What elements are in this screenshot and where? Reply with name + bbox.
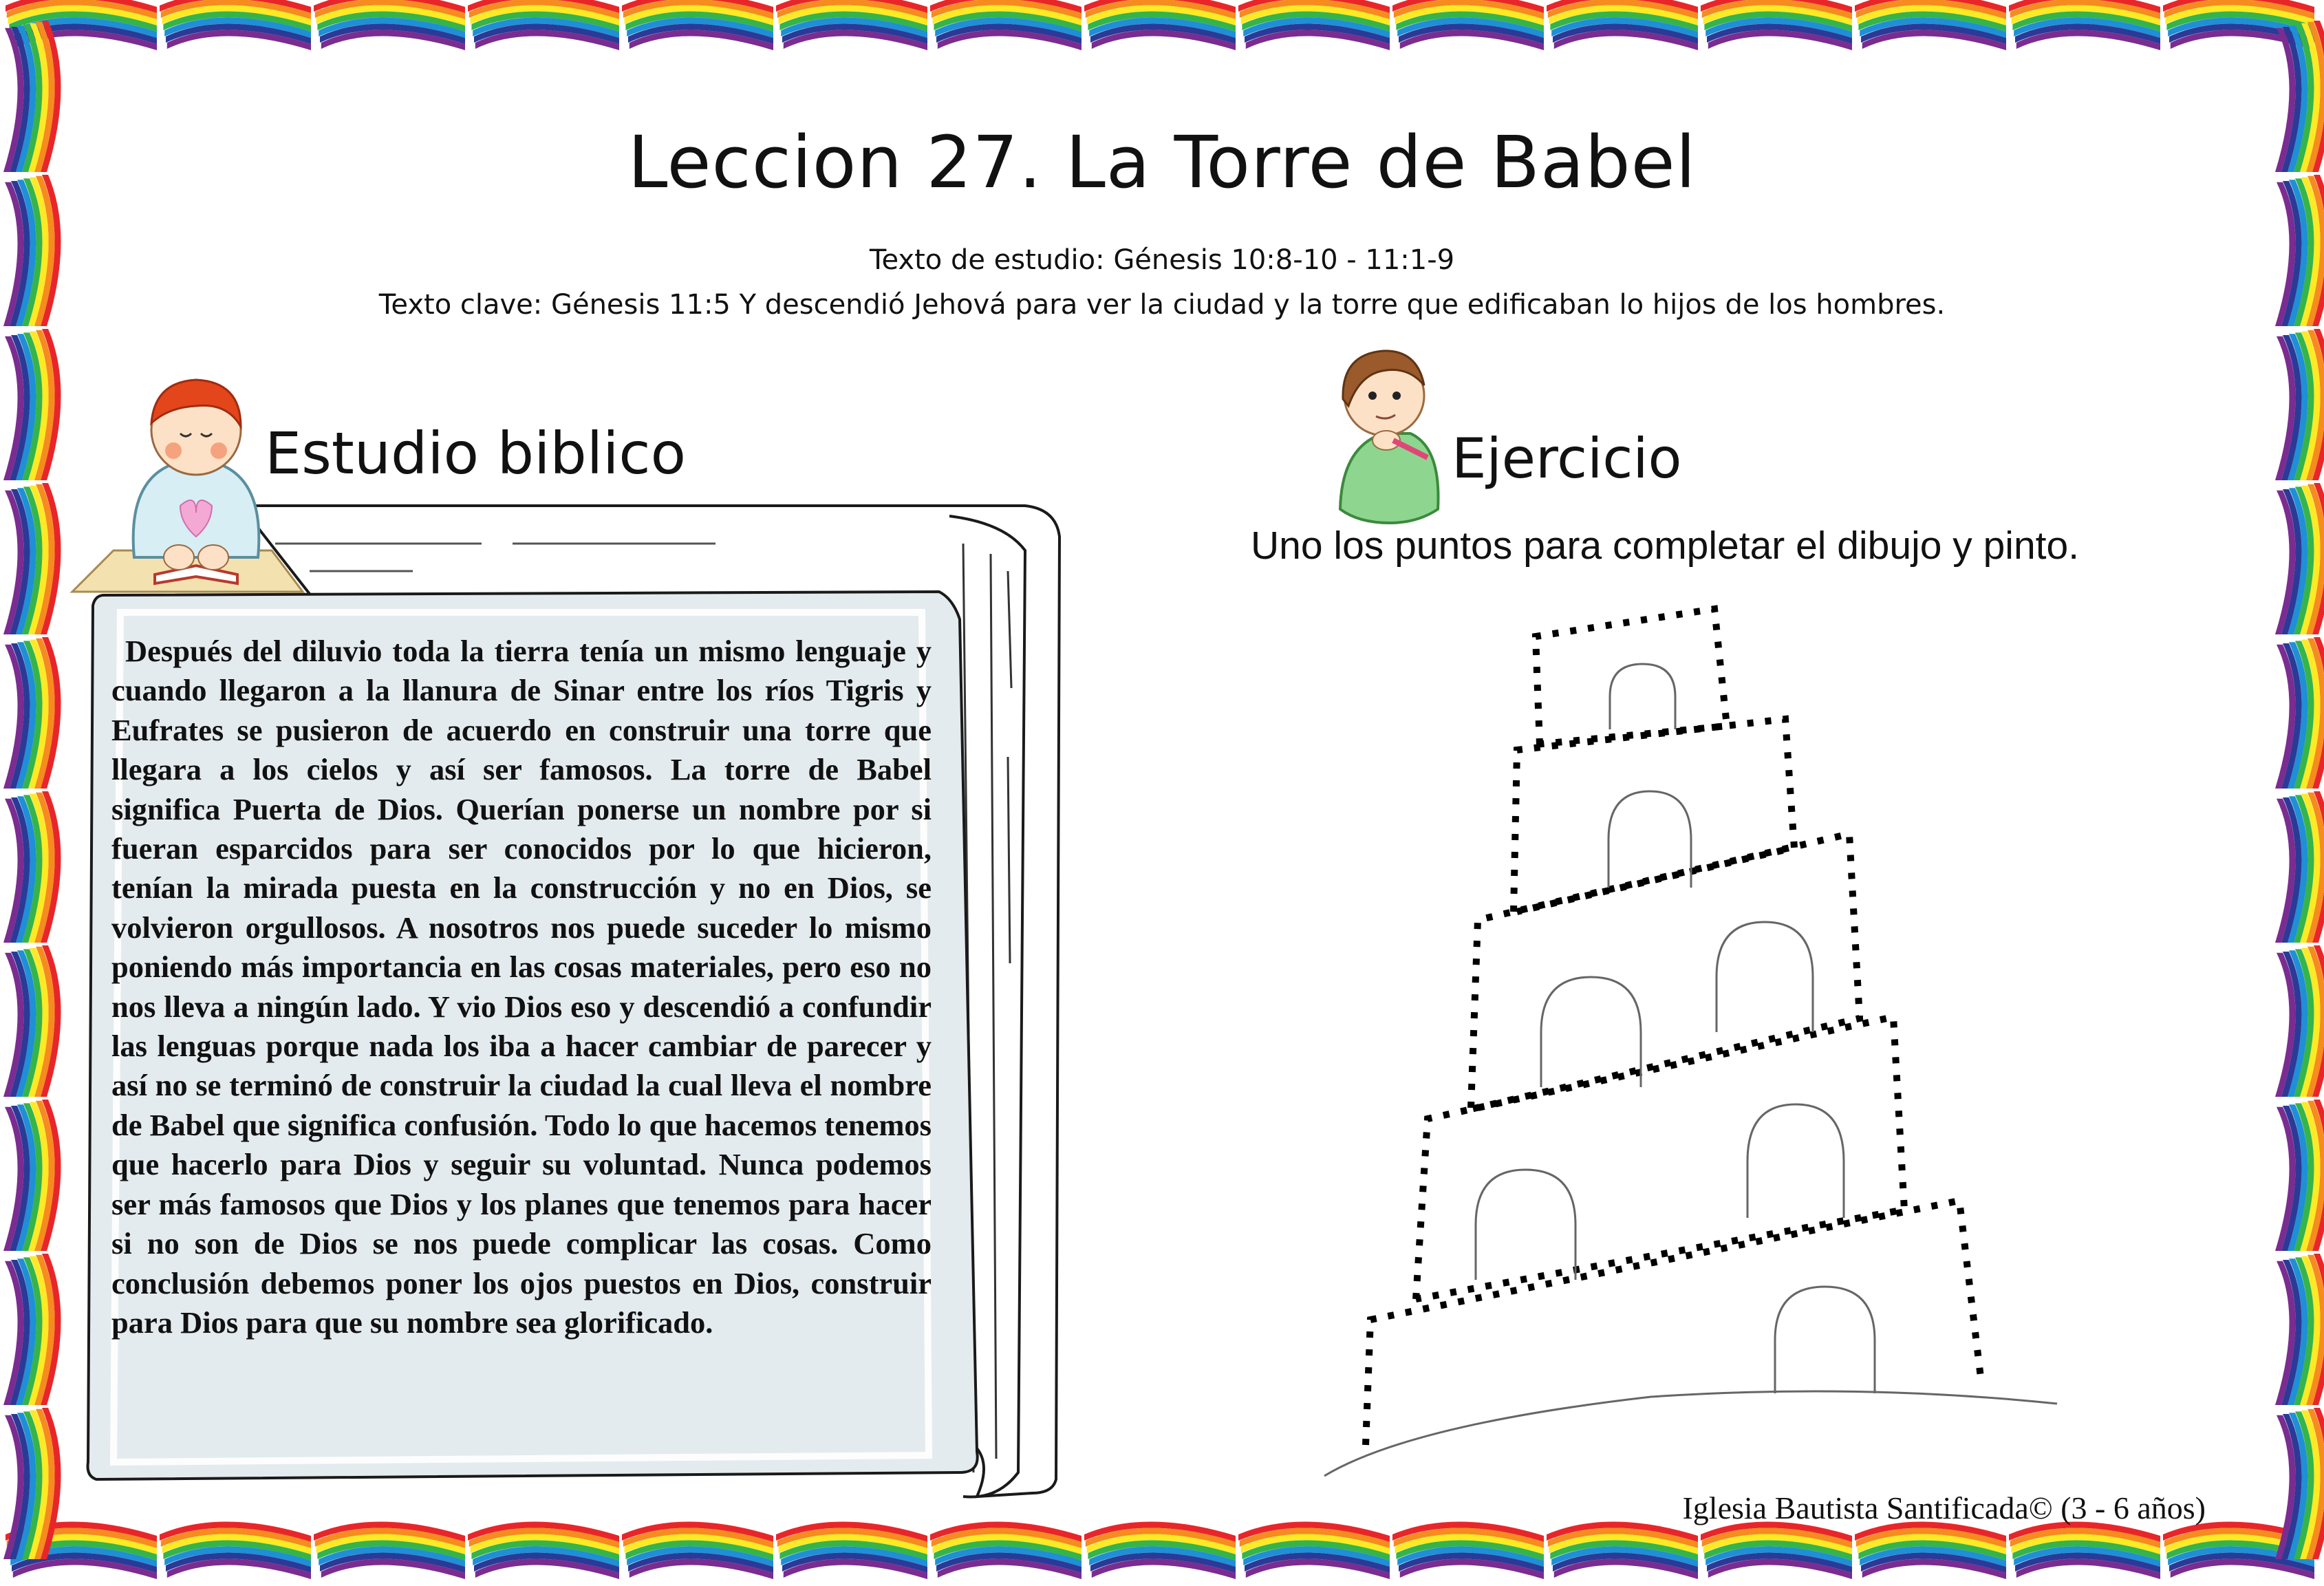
exercise-heading: Ejercicio [1452, 427, 1682, 491]
tower-arch [1747, 1104, 1844, 1218]
tower-arch [1610, 664, 1675, 729]
study-heading: Estudio biblico [265, 420, 686, 487]
lesson-title: Leccion 27. La Torre de Babel [627, 120, 1697, 204]
tower-tier-4 [1416, 1017, 1904, 1299]
ground-line [1324, 1391, 2057, 1476]
study-text-reference: Texto de estudio: Génesis 10:8-10 - 11:1-9 [869, 244, 1455, 276]
tower-arch [1717, 922, 1813, 1032]
tower-tier-3 [1471, 834, 1860, 1109]
lesson-body-text: Después del diluvio toda la tierra tenía un mismo lenguaje y cuando llegaron a la llanura de Sinar entre los ríos Tigris y Eufrates se pusieron de acuerdo en construir una torre que llegara a los cielos y así ser famosos. La torre de Babel significa Puerta de Dios. Querían ponerse un nombre por si fueran esparcidos para ser conocidos por lo que hicieron, tenían la mirada puesta en la construcción y no en Dios, se volvieron orgullosos. A nosotros nos puede suceder lo mismo poniendo más importancia en las cosas materiales, pero eso no nos lleva a ningún lado. Y vio Dios eso y descendió a confundir las lenguas porque nada los iba a hacer cambiar de parecer y así no se terminó de construir la ciudad la cual lleva el nombre de Babel que significa confusión. Todo lo que hacemos tenemos que hacerlo para Dios y seguir su voluntad. Nunca podemos ser más famosos que Dios y los planes que tenemos para hacer si no son de Dios se nos puede complicar las cosas. Como conclusión debemos poner los ojos puestos en Dios, construir para Dios para que su nombre sea glorificado. [111, 634, 932, 1340]
tower-tier-5 [1366, 1201, 1981, 1445]
tower-arch [1476, 1170, 1575, 1280]
exercise-instruction: Uno los puntos para completar el dibujo y pinto. [1251, 524, 2080, 568]
tower-tier-1 [1536, 609, 1727, 744]
tower-arch [1775, 1287, 1875, 1393]
tower-tier-2 [1514, 719, 1794, 912]
footer-credit: Iglesia Bautista Santificada© (3 - 6 años) [1682, 1490, 2206, 1525]
tower-arch [1541, 977, 1641, 1087]
key-verse: Texto clave: Génesis 11:5 Y descendió Jehová para ver la ciudad y la torre que edificaban lo hijos de los hombres. [378, 289, 1946, 321]
